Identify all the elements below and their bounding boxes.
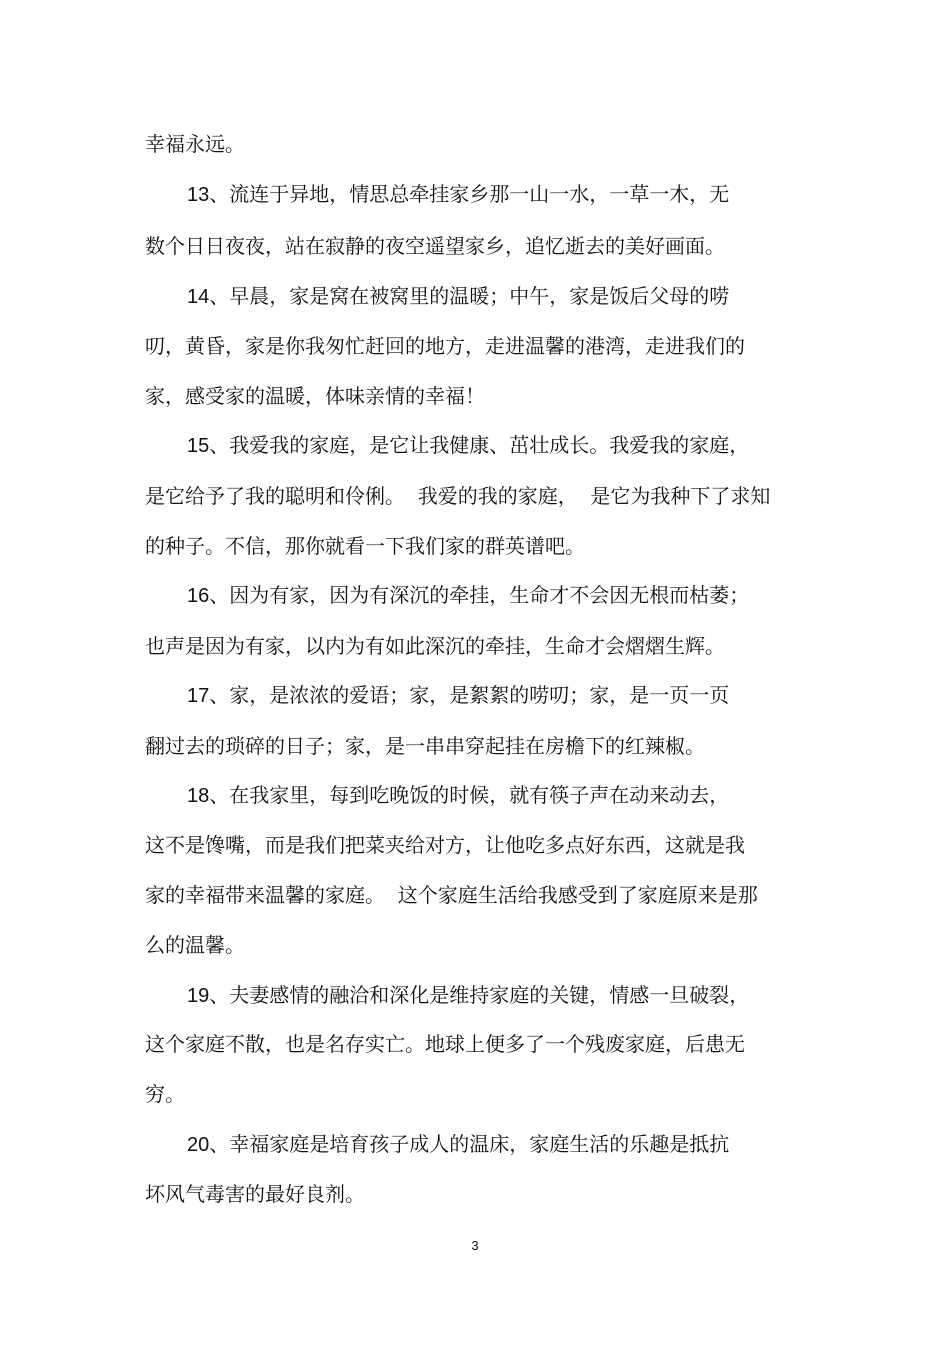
item-number: 14: [187, 286, 210, 308]
text-line: 这个家庭不散，也是名存实亡。地球上便多了一个残废家庭，后患无: [145, 1032, 745, 1056]
page-number: 3: [471, 1238, 479, 1253]
text-line: 14、早晨，家是窝在被窝里的温暖；中午，家是饭后父母的唠: [187, 284, 730, 308]
item-number: 17: [187, 685, 210, 707]
text-line: 17、家，是浓浓的爱语；家，是絮絮的唠叨；家，是一页一页: [187, 683, 730, 707]
text-line: 的种子。不信，那你就看一下我们家的群英谱吧。: [145, 534, 585, 558]
item-number: 20: [187, 1134, 210, 1156]
text-line: 13、流连于异地，情思总牵挂家乡那一山一水，一草一木，无: [187, 182, 730, 206]
text-line: 数个日日夜夜，站在寂静的夜空遥望家乡，追忆逝去的美好画面。: [145, 234, 725, 258]
text-line: 16、因为有家，因为有深沉的牵挂，生命才不会因无根而枯萎；: [187, 583, 750, 607]
text-line: 翻过去的琐碎的日子；家，是一串串穿起挂在房檐下的红辣椒。: [145, 734, 705, 758]
text-line: 坏风气毒害的最好良剂。: [145, 1182, 365, 1206]
item-number: 15: [187, 435, 210, 457]
text-line: 幸福永远。: [145, 132, 245, 156]
text-line: 也声是因为有家，以内为有如此深沉的牵挂，生命才会熠熠生辉。: [145, 634, 725, 658]
text-line: 么的温馨。: [145, 933, 245, 957]
item-number: 18: [187, 785, 210, 807]
text-line: 家，感受家的温暖，体味亲情的幸福！: [145, 384, 485, 408]
text-line: 20、幸福家庭是培育孩子成人的温床，家庭生活的乐趣是抵抗: [187, 1132, 730, 1156]
text-line: 15、我爱我的家庭，是它让我健康、茁壮成长。我爱我的家庭，: [187, 433, 750, 457]
item-number: 13: [187, 184, 210, 206]
text-line: 是它给予了我的聪明和伶俐。 我爱的我的家庭， 是它为我种下了求知: [145, 484, 771, 508]
item-number: 19: [187, 985, 210, 1007]
text-line: 这不是馋嘴，而是我们把菜夹给对方，让他吃多点好东西，这就是我: [145, 833, 745, 857]
item-number: 16: [187, 585, 210, 607]
text-line: 19、夫妻感情的融洽和深化是维持家庭的关键，情感一旦破裂，: [187, 983, 750, 1007]
text-line: 叨，黄昏，家是你我匆忙赶回的地方，走进温馨的港湾，走进我们的: [145, 334, 745, 358]
text-line: 18、在我家里，每到吃晚饭的时候，就有筷子声在动来动去，: [187, 783, 730, 807]
text-line: 家的幸福带来温馨的家庭。 这个家庭生活给我感受到了家庭原来是那: [145, 883, 758, 907]
text-line: 穷。: [145, 1082, 185, 1106]
